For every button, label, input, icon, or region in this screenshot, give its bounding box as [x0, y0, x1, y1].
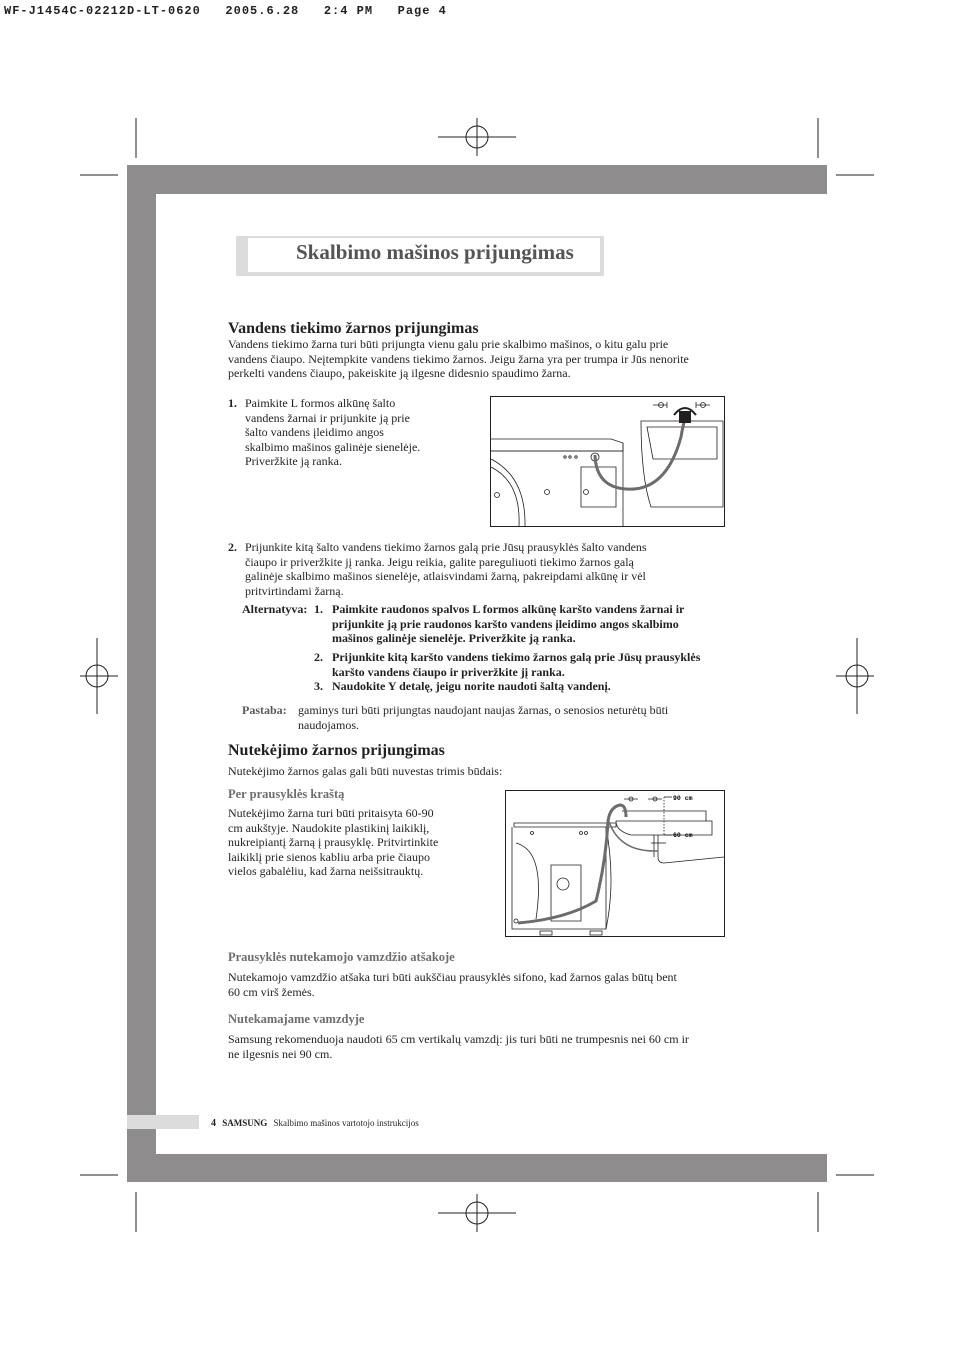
footer: [211, 1118, 419, 1129]
sub3-heading: Nutekamajame vamzdyje: [228, 1012, 365, 1026]
alt-item-3-number: 3.: [314, 679, 323, 693]
step1-number: 1.: [228, 396, 237, 410]
footer-text: Skalbimo mašinos vartotojo instrukcijos: [273, 1118, 419, 1128]
section2-intro: Nutekėjimo žarnos galas gali būti nuvestas trimis būdais:: [228, 764, 503, 778]
step1-text: Paimkite L formos alkūnę šalto vandens žarnai ir prijunkite ją prie šalto vandens įleidimo angos skalbimo mašinos galinėje sienelėje. Priveržkite ją ranka.: [245, 396, 421, 469]
page-title: Skalbimo mašinos prijungimas: [296, 240, 574, 264]
section1-intro: Vandens tiekimo žarna turi būti prijungta vienu galu prie skalbimo mašinos, o kitu galu prie vandens čiaupo. Neįtempkite vandens tiekimo žarnos. Jeigu žarna yra per trumpa ir Jūs nenorite perkelti vandens čiaupo, pakeiskite ją ilgesne didesnio spaudimo žarna.: [228, 337, 689, 381]
fig-label-90cm: 90 cm: [673, 795, 693, 802]
step2-text: Prijunkite kitą šalto vandens tiekimo žarnos galą prie Jūsų prausyklės šalto vandens čiaupo ir priveržkite jį ranka. Jeigu reikia, galite pareguliuoti tiekimo žarnos galą galinėje skalbimo mašinos sienelėje, atlaisvindami žarną, pakreipdami alkūnę ir vėl pritvirtindami žarną.: [245, 540, 647, 598]
footer-tab: [127, 1115, 199, 1129]
left-bar-bottom: [127, 1129, 156, 1154]
sub1-text: Nutekėjimo žarna turi būti pritaisyta 60-90 cm aukštyje. Naudokite plastikinį laikiklį, nukreipiantį žarną į prausyklę. Pritvirtinkite laikiklį prie sienos kabliu arba prie čiaupo vielos gabalėliu, kad žarna neišsitrauktų.: [228, 806, 439, 879]
note-text: gaminys turi būti prijungtas naudojant naujas žarnas, o senosios neturėtų būti naudojamos.: [298, 703, 669, 732]
fig-label-60cm: 60 cm: [673, 832, 693, 839]
note-label: Pastaba:: [242, 703, 287, 717]
water-inlet-illustration: [491, 397, 724, 526]
sub1-heading: Per prausyklės kraštą: [228, 787, 345, 801]
footer-brand: SAMSUNG: [222, 1118, 268, 1128]
alt-item-1-text: Paimkite raudonos spalvos L formos alkūnę karšto vandens žarnai ir prijunkite ją prie raudonos karšto vandens įleidimo angos skalbimo mašinos galinėje sienelėje. Priveržkite ją ranka.: [332, 602, 685, 646]
drain-hose-illustration: [506, 791, 724, 936]
page-number: 4: [211, 1118, 216, 1129]
figure-drain-hose: [505, 790, 725, 937]
alt-item-3-text: Naudokite Y detalę, jeigu norite naudoti šaltą vandenį.: [332, 679, 611, 693]
step2-number: 2.: [228, 540, 237, 554]
alt-item-2-text: Prijunkite kitą karšto vandens tiekimo žarnos galą prie Jūsų prausyklės karšto vandens čiaupo ir priveržkite jį ranka.: [332, 650, 701, 679]
sub3-text: Samsung rekomenduoja naudoti 65 cm vertikalų vamzdį: jis turi būti ne trumpesnis nei 60 cm ir ne ilgesnis nei 90 cm.: [228, 1032, 689, 1061]
alt-item-2-number: 2.: [314, 650, 323, 664]
top-bar: [127, 165, 827, 194]
section1-heading: Vandens tiekimo žarnos prijungimas: [228, 320, 479, 337]
alt-item-1-number: 1.: [314, 602, 323, 616]
print-header: WF-J1454C-02212D-LT-0620 2005.6.28 2:4 PM Page 4: [4, 4, 447, 18]
section2-heading: Nutekėjimo žarnos prijungimas: [228, 742, 445, 759]
left-bar: [127, 165, 156, 1115]
bottom-bar: [127, 1154, 827, 1182]
alternative-label: Alternatyva:: [242, 602, 308, 616]
sub2-text: Nutekamojo vamzdžio atšaka turi būti aukščiau prausyklės sifono, kad žarnos galas būtų bent 60 cm virš žemės.: [228, 970, 677, 999]
figure-water-inlet: [490, 396, 725, 527]
sub2-heading: Prausyklės nutekamojo vamzdžio atšakoje: [228, 950, 455, 964]
